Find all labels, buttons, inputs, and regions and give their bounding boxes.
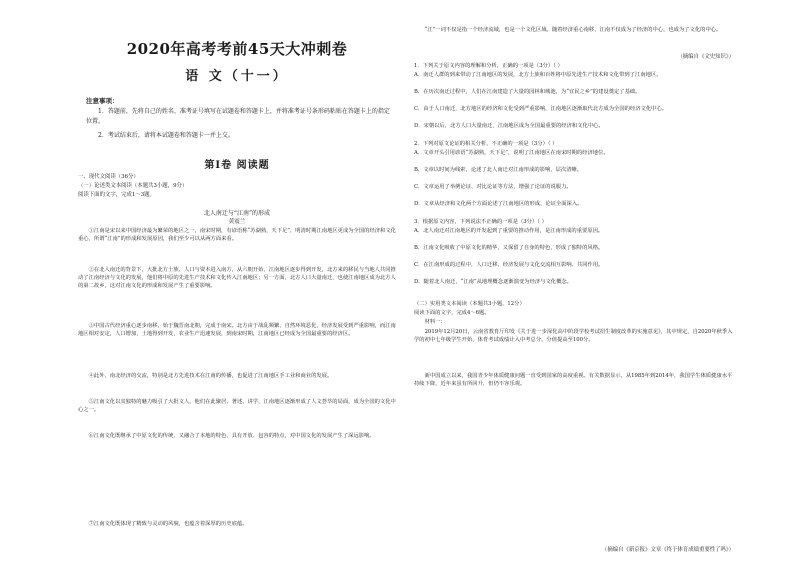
note-item-2: 2．考试结束后，请将本试题卷和答题卡一并上交。 bbox=[98, 132, 234, 139]
question-3: 3．根据原文内容，下列说法不正确的一项是（3分）（ ） bbox=[414, 219, 547, 225]
material-paragraph: 新中国成立以来，我国青少年体质健康问题一直受到国家的高度重视。有关数据显示，从1985年到2014年，我国学生体质健康水平持续下降，近年来虽有所回升，但仍不容乐观。 bbox=[414, 373, 733, 388]
option-item: C．文章运用了举例论证、对比论证等方法，增强了论证的说服力。 bbox=[414, 184, 572, 190]
article-title: 北人南迁与“江南”的形成 bbox=[203, 210, 271, 217]
reading-instruction: 阅读下面的文字，完成1～3题。 bbox=[78, 192, 155, 198]
article-paragraph: ⑤江南文化以其独特的魅力吸引了大批文人，他们在此聚居、著述、讲学，江南地区逐渐形成了人文荟萃的局面，成为全国的文化中心之一。 bbox=[78, 399, 396, 414]
section-heading: 一、现代文阅读（36分） bbox=[78, 174, 139, 180]
article-paragraph: ③中国古代经济重心逐步南移，始于魏晋南北朝，完成于南宋。北方由于战乱频繁、自然环境恶化，经济发展受到严重影响，而江南地区相对安定，人口增加，土地得到开发，农业生产迅速发展，到南宋时期，江南地区已经成为全国最重要的经济区。 bbox=[78, 323, 396, 338]
notes-heading: 注意事项： bbox=[86, 97, 119, 105]
option-item: B．在历次南迁过程中，人们在江南建造了大量的园林和城池，为“宜民之乡”的建设奠定了基础。 bbox=[414, 89, 641, 95]
exam-title: 2020年高考考前45天大冲刺卷 bbox=[126, 40, 348, 58]
source-note-2: （摘编自《新京报》文章《终于体育成绩重要性了吗》） bbox=[601, 547, 734, 553]
option-item: D．宋朝以后，北方人口大量南迁，江南地区成为全国最重要的经济和文化中心。 bbox=[414, 123, 604, 129]
option-item: C．由于人口南迁，北方地区的经济和文化受到严重影响，江南地区逐渐取代北方成为全国的经济文化中心。 bbox=[414, 106, 668, 112]
subsection-heading: （一）论述类文本阅读（本题共3小题，9分） bbox=[78, 183, 188, 189]
reading-instruction-2: 阅读下面的文字，完成4～6题。 bbox=[414, 310, 490, 316]
part-title: 第Ⅰ卷 阅读题 bbox=[204, 160, 270, 171]
option-item: C．在江南形成的过程中，人口迁移、经济发展与文化交流相互影响、共同作用。 bbox=[414, 262, 604, 268]
article-paragraph: ①江南是宋以来中国经济最为繁荣的地区之一，南宋时期，有谚语称“苏湖熟，天下足”，明清时期江南地区更成为全国的经济和文化重心，所谓“江南”的形成和发展原因，我们至少可以从两方面来看。 bbox=[78, 228, 396, 243]
right-column bbox=[414, 0, 734, 562]
question-2: 2．下列对原文论证的相关分析，不正确的一项是（3分）（ ） bbox=[414, 141, 558, 147]
article-paragraph: ②在北人南迁的背景下，大批北方士族、人口与资本进入南方，从六朝开始，江南地区逐步得到开发，北方来的移民与当地人共同推动了江南经济与文化的发展，他们将中原的先进生产技术和文化传入江南地区；另一方面，北方人口大量南迁，也使江南地区成为北方人的第二故乡，这对江南文化的形成和发展产生了重要影响。 bbox=[78, 267, 396, 290]
material-label: 材料一： bbox=[424, 319, 446, 325]
article-paragraph: ④此外，南北经济的交流，特别是北方先进技术在江南的传播，也促进了江南地区手工业和商业的发展。 bbox=[88, 373, 333, 379]
source-note: （摘编自《文史知识》） bbox=[677, 54, 734, 60]
article-author: 黄震兰 bbox=[228, 219, 246, 225]
option-item: D．随着北人南迁，“江南”从地理概念逐渐演变为经济与文化概念。 bbox=[414, 279, 572, 285]
subject-title: 语 文（十一） bbox=[185, 69, 289, 84]
option-item: B．江南文化吸收了中原文化的精华，又保留了自身的特色，形成了独特的风格。 bbox=[414, 245, 604, 251]
option-item: D．文章从经济和文化两个方面论述了江南地区的形成，论证全面深入。 bbox=[414, 201, 583, 207]
subsection-heading-2: （二）实用类文本阅读（本题共3小题，12分） bbox=[414, 301, 525, 307]
option-item: A．文章开头引用谚语“苏湖熟，天下足”，说明了江南地区在南宋时期的经济地位。 bbox=[414, 150, 609, 156]
left-column bbox=[78, 0, 396, 562]
note-item-1: 1．答题前，先将自己的姓名、准考证号填写在试题卷和答题卡上，并将准考证号条形码粘贴在答题卡上的指定位置。 bbox=[86, 108, 390, 125]
option-item: B．文章以时间为线索，论述了北人南迁对江南形成的影响，层次清晰。 bbox=[414, 167, 583, 173]
option-item: A．北人南迁对江南地区的开发起到了重要的推动作用，是江南形成的重要原因。 bbox=[414, 228, 604, 234]
article-paragraph: ⑦江南文化既体现了精致与灵动的风貌，也蕴含着深厚的历史底蕴。 bbox=[88, 521, 248, 527]
material-paragraph: 2019年12月20日，云南省教育厅印发《关于进一步深化高中阶段学校考试招生制度改革的实施意见》，其中规定，自2020年秋季入学的初中七年级学生开始，体育考试成绩计入中考总分，分值提高至100分。 bbox=[414, 329, 733, 344]
option-item: A．南迁人群的到来带动了江南地区的发展，北方士族和百姓将中原先进生产技术和文化带到了江南地区。 bbox=[414, 72, 662, 78]
article-paragraph: ⑥江南文化既继承了中原文化的传统，又融合了本地的特色，具有开放、包容的特点，对中国文化的发展产生了深远影响。 bbox=[88, 433, 375, 439]
question-1: 1．下列关于原文内容的理解和分析，正确的一项是（3分）（ ） bbox=[414, 63, 563, 69]
passage-ending: “江”一词不仅是指一个经济流域，也是一个文化区域。随着经济重心南移，江南不仅成为了经济的中心，也成为了文化的中心。 bbox=[424, 27, 722, 33]
